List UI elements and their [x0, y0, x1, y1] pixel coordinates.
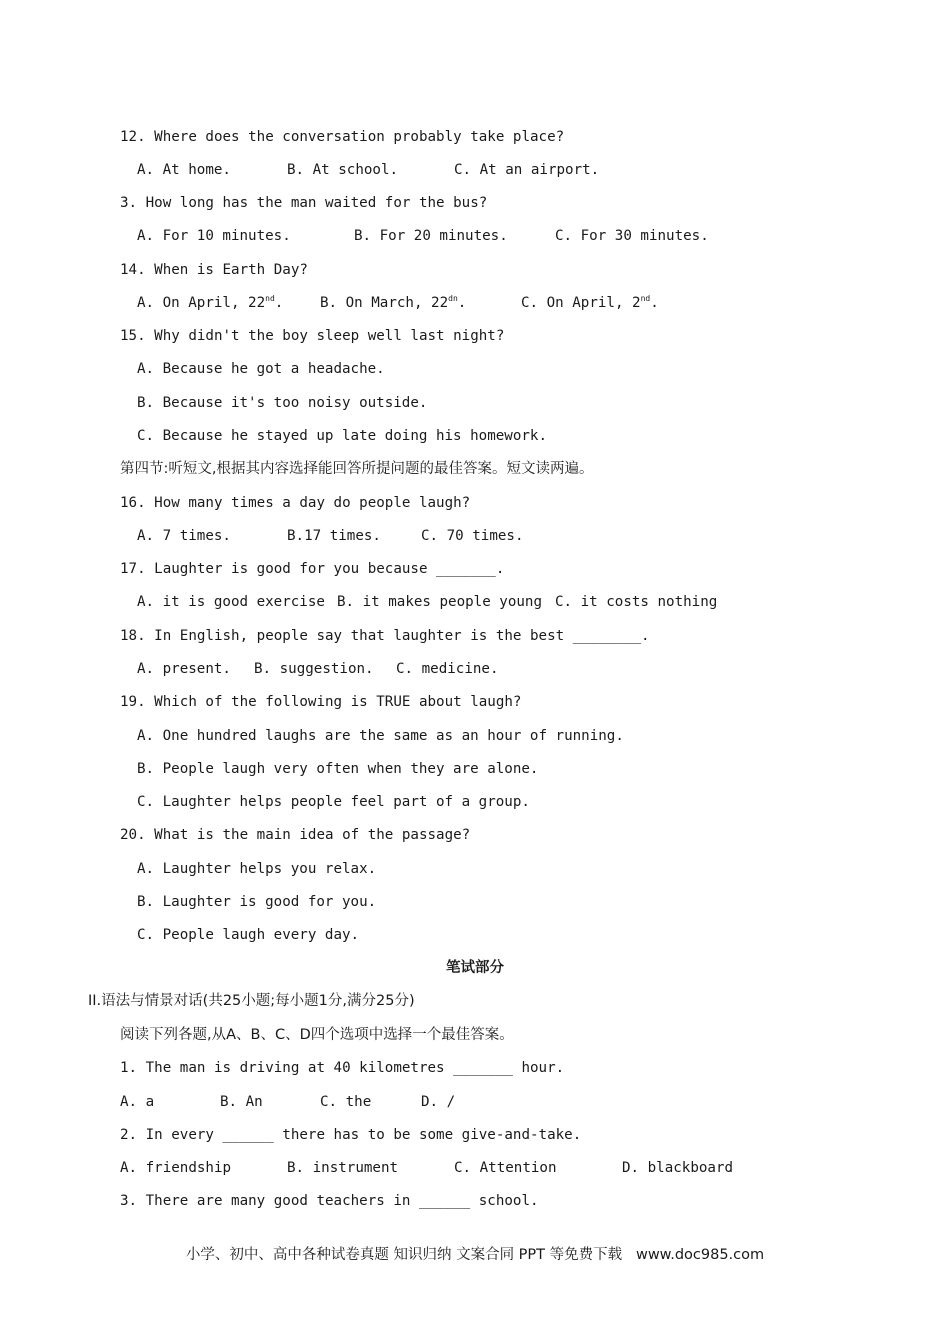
question-15: 15. Why didn't the boy sleep well last night? — [120, 328, 505, 344]
option-b: B. At school. — [287, 162, 399, 178]
question-14: 14. When is Earth Day? — [120, 262, 308, 278]
option-a: A. a — [120, 1094, 155, 1110]
option-a: A. For 10 minutes. — [137, 228, 291, 244]
option-c: C. 70 times. — [421, 528, 524, 544]
option-b: B. it makes people young — [337, 594, 542, 610]
option-a: A. it is good exercise — [137, 594, 325, 610]
question-19: 19. Which of the following is TRUE about laugh? — [120, 694, 522, 710]
option-a: A. 7 times. — [137, 528, 231, 544]
option-b: B. instrument — [287, 1160, 399, 1176]
option-d: D. blackboard — [622, 1160, 734, 1176]
option-c: C. At an airport. — [454, 162, 600, 178]
option-c: C. it costs nothing — [555, 594, 718, 610]
question-12: 12. Where does the conversation probably take place? — [120, 129, 565, 145]
option-b: B. On March, $22^{dn}$. — [320, 294, 467, 311]
option-c: C. Attention — [454, 1160, 557, 1176]
option-b: B. suggestion. — [254, 661, 374, 677]
question-20-option-a: A. Laughter helps you relax. — [137, 861, 377, 877]
option-c: C. the — [320, 1094, 372, 1110]
question-13: 3. How long has the man waited for the bus? — [120, 195, 488, 211]
question-20-option-b: B. Laughter is good for you. — [137, 894, 377, 910]
option-a: A. present. — [137, 661, 231, 677]
option-a: A. friendship — [120, 1160, 232, 1176]
question-19-option-c: C. Laughter helps people feel part of a group. — [137, 794, 530, 810]
option-b: B. An — [220, 1094, 263, 1110]
option-a: A. On April, 22nd. — [137, 294, 284, 311]
option-c: C. For 30 minutes. — [555, 228, 709, 244]
written-part-title: 笔试部分 — [446, 960, 504, 976]
section-2-instruction: 阅读下列各题,从A、B、C、D四个选项中选择一个最佳答案。 — [120, 1027, 514, 1043]
option-b: B.17 times. — [287, 528, 381, 544]
written-question-2: 2. In every ______ there has to be some give-and-take. — [120, 1127, 582, 1143]
question-19-option-b: B. People laugh very often when they are alone. — [137, 761, 539, 777]
option-c: C. On April, 2nd. — [521, 294, 659, 311]
page-footer: 小学、初中、高中各种试卷真题 知识归纳 文案合同 PPT 等免费下载 www.doc985.com — [185, 1247, 765, 1263]
section-4-heading: 第四节:听短文,根据其内容选择能回答所提问题的最佳答案。短文读两遍。 — [120, 461, 594, 477]
section-2-heading: II.语法与情景对话(共25小题;每小题1分,满分25分) — [88, 993, 415, 1009]
question-19-option-a: A. One hundred laughs are the same as an hour of running. — [137, 728, 624, 744]
option-c: C. medicine. — [396, 661, 499, 677]
question-15-option-c: C. Because he stayed up late doing his homework. — [137, 428, 547, 444]
question-18: 18. In English, people say that laughter is the best ________. — [120, 628, 650, 644]
question-16: 16. How many times a day do people laugh? — [120, 495, 471, 511]
question-17: 17. Laughter is good for you because _______. — [120, 561, 505, 577]
written-question-1: 1. The man is driving at 40 kilometres _______ hour. — [120, 1060, 565, 1076]
question-15-option-b: B. Because it's too noisy outside. — [137, 395, 428, 411]
question-20: 20. What is the main idea of the passage? — [120, 827, 471, 843]
option-d: D. / — [421, 1094, 456, 1110]
question-20-option-c: C. People laugh every day. — [137, 927, 360, 943]
option-a: A. At home. — [137, 162, 231, 178]
written-question-3: 3. There are many good teachers in ______ school. — [120, 1193, 539, 1209]
question-15-option-a: A. Because he got a headache. — [137, 361, 385, 377]
option-b: B. For 20 minutes. — [354, 228, 508, 244]
